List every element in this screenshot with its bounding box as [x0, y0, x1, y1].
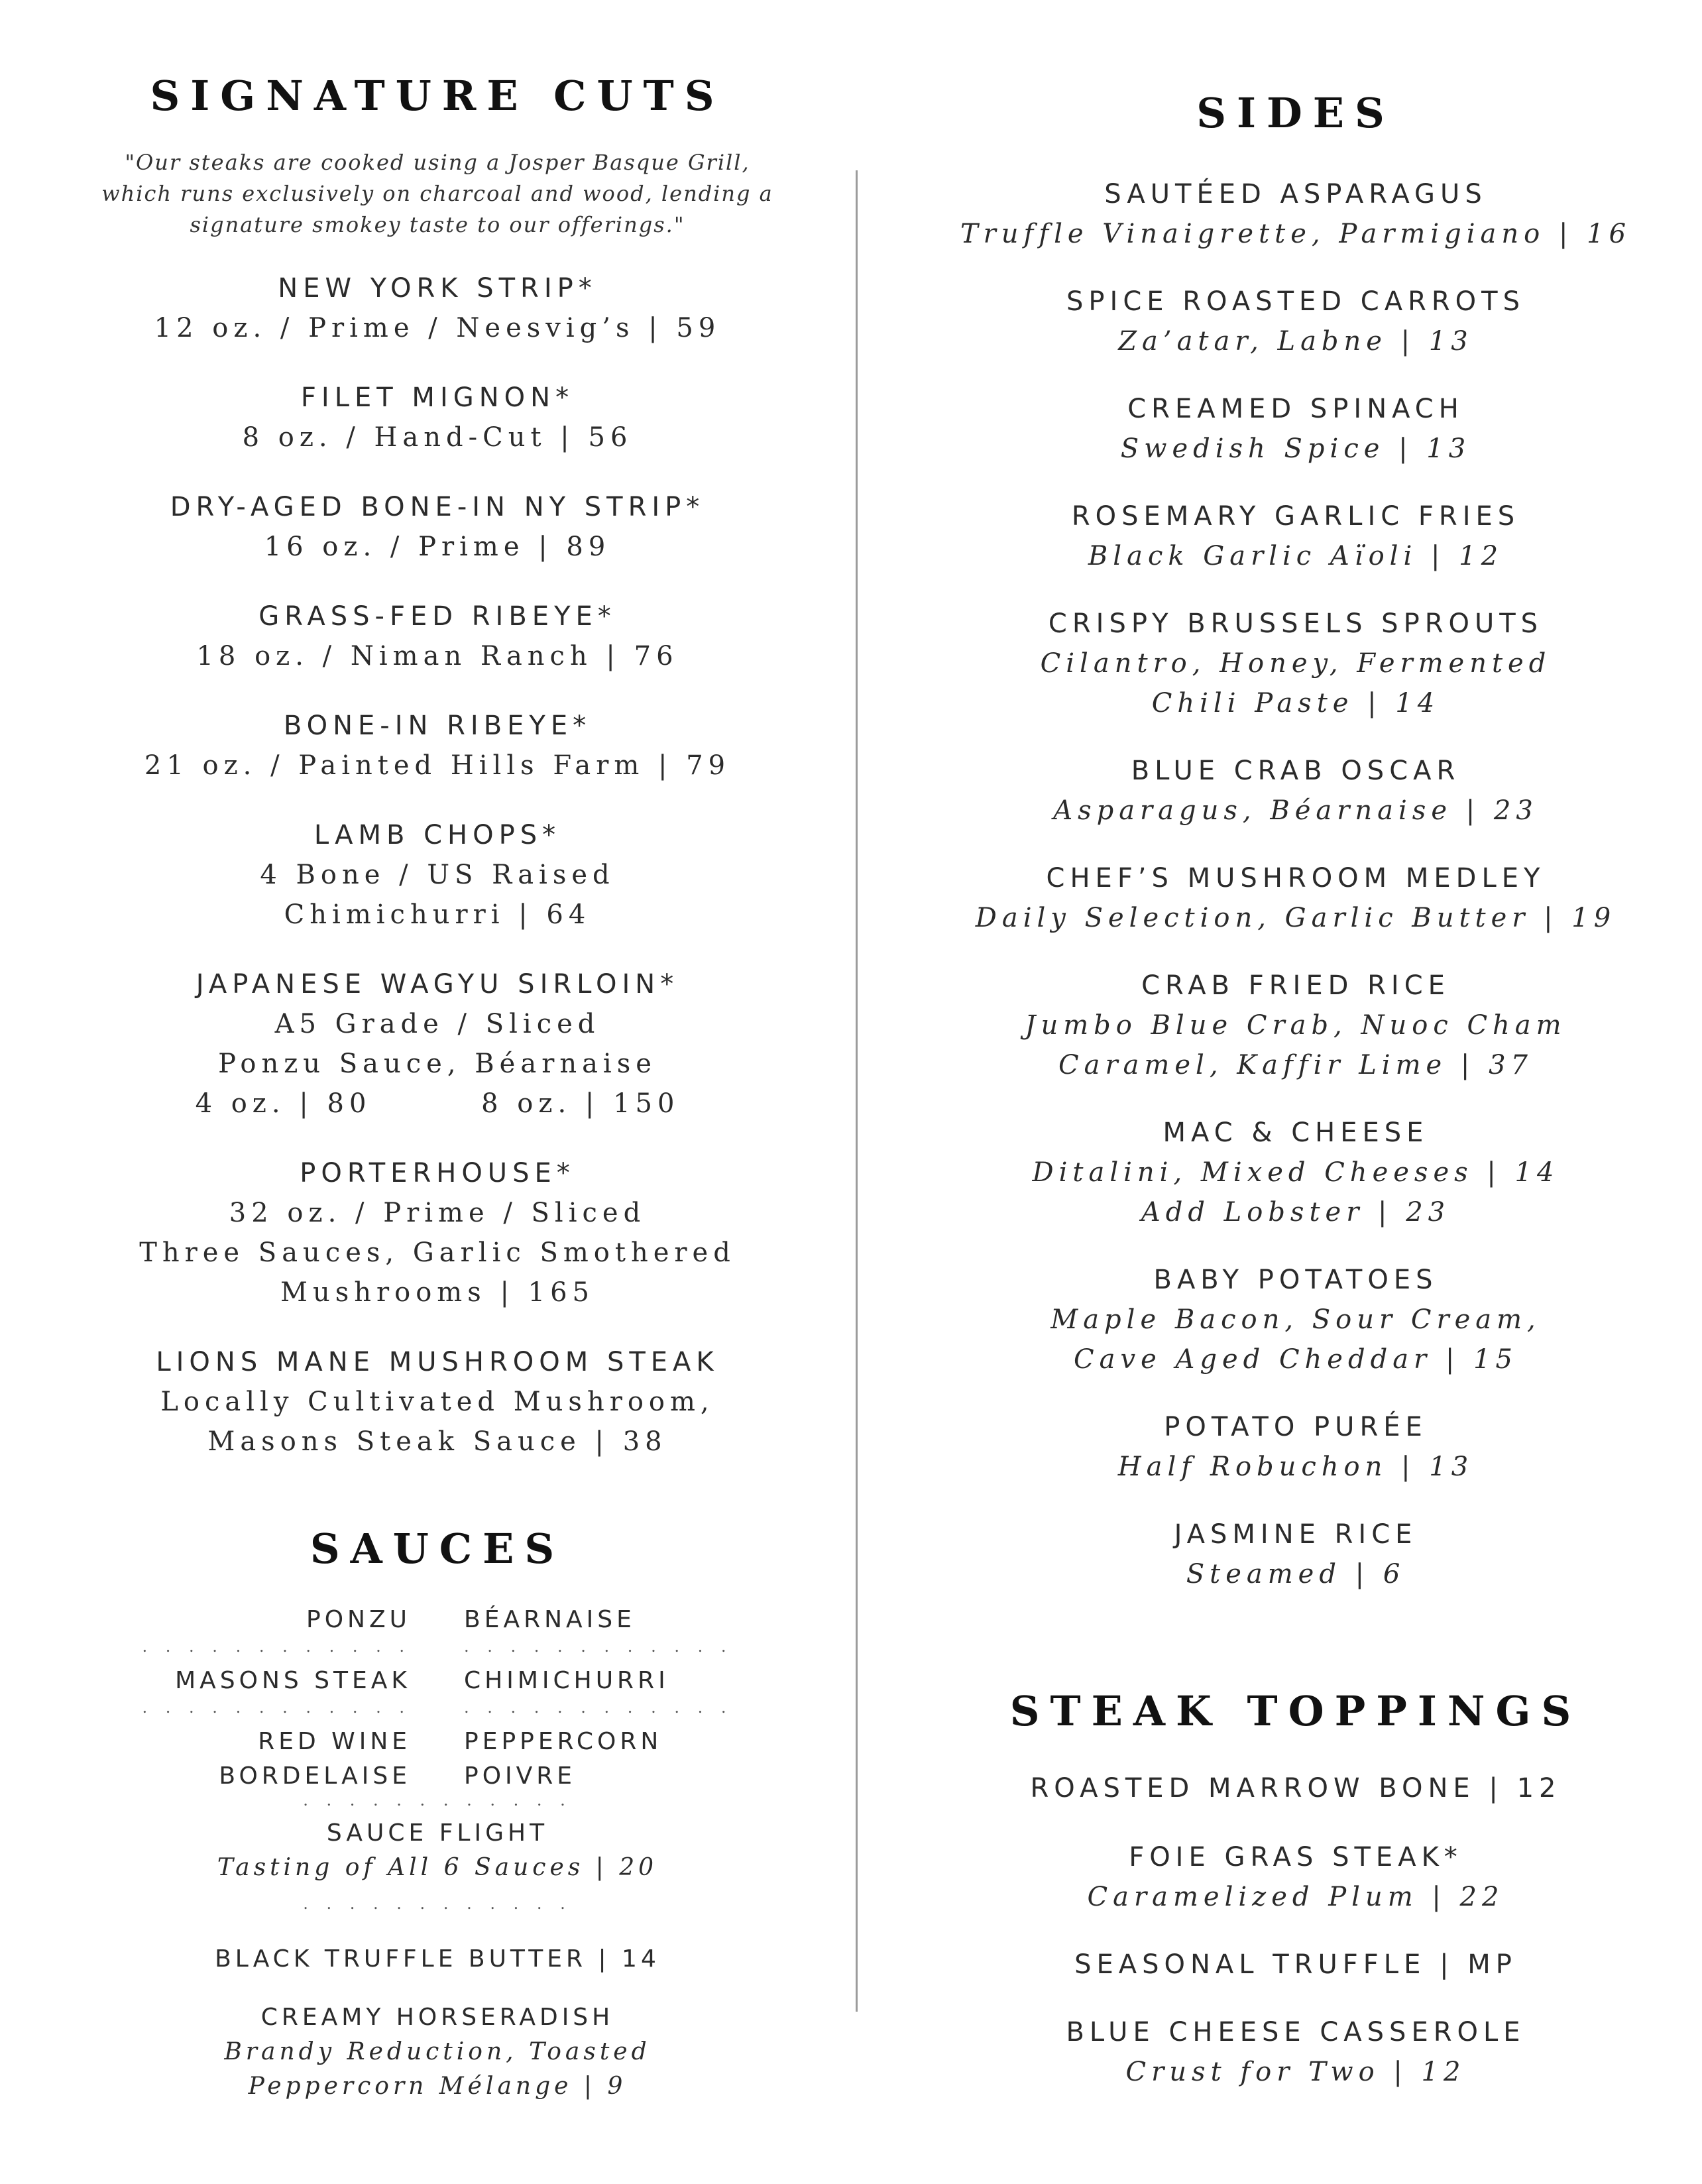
item-desc: Steamed | 6	[1186, 1559, 1406, 1589]
item-desc: Three Sauces, Garlic Smothered	[139, 1237, 736, 1268]
item-desc: Truffle Vinaigrette, Parmigiano | 16	[960, 219, 1632, 249]
menu-item-jasmine-rice	[954, 1515, 1637, 1594]
menu-item-baby-potatoes	[954, 1260, 1637, 1379]
item-desc: 18 oz. / Niman Ranch | 76	[196, 641, 679, 671]
item-name: POTATO PURÉE	[1164, 1412, 1428, 1442]
sauce-name-line: POIVRE	[464, 1762, 577, 1790]
menu-item-potato-puree	[954, 1407, 1637, 1487]
sauces-heading: SAUCES	[310, 1524, 565, 1573]
menu-item-roasted-marrow-bone	[954, 1768, 1637, 1808]
item-desc: Jumbo Blue Crab, Nuoc Cham	[1025, 1010, 1567, 1041]
item-name: CHEF’S MUSHROOM MEDLEY	[1046, 863, 1546, 893]
sauce-name	[464, 1725, 662, 1794]
item-name: CREAMED SPINACH	[1127, 394, 1464, 424]
grill-quote	[86, 147, 789, 241]
sauce-name: PONZU	[306, 1606, 411, 1633]
item-name: BLUE CRAB OSCAR	[1131, 756, 1461, 786]
item-name: ROASTED MARROW BONE | 12	[1030, 1773, 1561, 1804]
item-desc: Caramelized Plum | 22	[1087, 1882, 1504, 1912]
menu-item-seasonal-truffle	[954, 1945, 1637, 1984]
item-desc: Chili Paste | 14	[1151, 688, 1440, 718]
item-name: GRASS-FED RIBEYE*	[258, 601, 616, 632]
item-name: SAUTÉED ASPARAGUS	[1104, 179, 1487, 209]
menu-item-new-york-strip	[86, 268, 789, 348]
menu-item-black-truffle-butter	[86, 1942, 789, 1977]
item-name: CRISPY BRUSSELS SPROUTS	[1048, 608, 1544, 639]
item-desc: Peppercorn Mélange | 9	[248, 2073, 627, 2100]
sauce-row	[86, 1603, 789, 1662]
item-desc: Daily Selection, Garlic Butter | 19	[975, 903, 1617, 933]
sauce-name-line: RED WINE	[258, 1728, 411, 1755]
item-desc: 32 oz. / Prime / Sliced	[229, 1198, 646, 1228]
dot-leader: . . . . . . . . . . . .	[303, 1791, 572, 1810]
menu-item-lamb-chops	[86, 815, 789, 935]
dot-leader: . . . . . . . . . . . .	[142, 1698, 411, 1717]
item-desc: 4 oz. | 80 8 oz. | 150	[195, 1088, 680, 1119]
item-desc: Tasting of All 6 Sauces | 20	[217, 1854, 658, 1881]
menu-item-creamed-spinach	[954, 389, 1637, 469]
menu-item-blue-cheese-casserole	[954, 2012, 1637, 2092]
item-name: NEW YORK STRIP*	[278, 273, 597, 304]
item-name: LAMB CHOPS*	[313, 820, 561, 850]
menu-item-mac-and-cheese	[954, 1113, 1637, 1232]
menu-item-bone-in-ribeye	[86, 706, 789, 785]
item-name: SEASONAL TRUFFLE | MP	[1074, 1949, 1517, 1980]
menu-item-crispy-brussels-sprouts	[954, 604, 1637, 723]
item-desc: Locally Cultivated Mushroom,	[160, 1387, 714, 1417]
item-desc: A5 Grade / Sliced	[274, 1009, 600, 1039]
item-name: FOIE GRAS STEAK*	[1129, 1842, 1463, 1872]
item-desc: Add Lobster | 23	[1141, 1197, 1451, 1228]
item-desc: Ponzu Sauce, Béarnaise	[218, 1049, 657, 1079]
menu-item-filet-mignon	[86, 378, 789, 457]
menu-item-spice-roasted-carrots	[954, 282, 1637, 361]
item-name: BLACK TRUFFLE BUTTER | 14	[215, 1945, 660, 1973]
dot-leader: . . . . . . . . . . . .	[464, 1698, 733, 1717]
steak-toppings-heading: STEAK TOPPINGS	[1009, 1687, 1582, 1735]
menu-item-blue-crab-oscar	[954, 751, 1637, 831]
menu-item-porterhouse	[86, 1153, 789, 1312]
item-desc: Chimichurri | 64	[284, 899, 591, 930]
item-desc: Mushrooms | 165	[280, 1277, 595, 1308]
item-name: FILET MIGNON*	[300, 382, 575, 413]
menu-item-sauteed-asparagus	[954, 174, 1637, 254]
sauce-name: CHIMICHURRI	[464, 1667, 669, 1694]
item-name: JAPANESE WAGYU SIRLOIN*	[196, 969, 679, 1000]
item-desc: 21 oz. / Painted Hills Farm | 79	[144, 750, 731, 781]
dot-leader: . . . . . . . . . . . .	[142, 1637, 411, 1656]
menu-item-creamy-horseradish	[86, 2000, 789, 2104]
item-name: MAC & CHEESE	[1163, 1118, 1429, 1148]
item-name: SAUCE FLIGHT	[326, 1819, 549, 1847]
item-desc: Ditalini, Mixed Cheeses | 14	[1032, 1157, 1560, 1188]
item-desc: Crust for Two | 12	[1125, 2057, 1466, 2087]
quote-line: signature smokey taste to our offerings."	[190, 212, 685, 237]
menu-item-foie-gras-steak	[954, 1837, 1637, 1917]
item-desc: Cilantro, Honey, Fermented	[1040, 648, 1552, 679]
dot-leader: . . . . . . . . . . . .	[464, 1637, 733, 1656]
item-name: LIONS MANE MUSHROOM STEAK	[156, 1347, 719, 1377]
item-name: DRY-AGED BONE-IN NY STRIP*	[170, 492, 705, 522]
menu-item-grass-fed-ribeye	[86, 597, 789, 676]
item-desc: Cave Aged Cheddar | 15	[1074, 1344, 1518, 1375]
item-name: CRAB FRIED RICE	[1141, 970, 1450, 1001]
quote-line: which runs exclusively on charcoal and wood, lending a	[101, 181, 773, 206]
item-name: CREAMY HORSERADISH	[260, 2004, 614, 2031]
item-desc: 16 oz. / Prime | 89	[264, 532, 611, 562]
item-name: BABY POTATOES	[1153, 1265, 1438, 1295]
item-desc: Caramel, Kaffir Lime | 37	[1058, 1050, 1533, 1080]
sauce-row	[86, 1664, 789, 1723]
item-desc: Brandy Reduction, Toasted	[224, 2038, 651, 2065]
menu-item-rosemary-garlic-fries	[954, 496, 1637, 576]
sides-heading: SIDES	[1196, 89, 1395, 137]
item-desc: Half Robuchon | 13	[1117, 1452, 1474, 1482]
item-desc: Maple Bacon, Sour Cream,	[1050, 1304, 1541, 1335]
item-desc: 12 oz. / Prime / Neesvig’s | 59	[154, 313, 721, 343]
quote-line: "Our steaks are cooked using a Josper Basque Grill,	[125, 150, 750, 175]
menu-item-crab-fried-rice	[954, 966, 1637, 1085]
item-name: BONE-IN RIBEYE*	[283, 711, 592, 741]
item-desc: Masons Steak Sauce | 38	[207, 1426, 667, 1457]
menu-item-wagyu-sirloin	[86, 964, 789, 1123]
item-name: SPICE ROASTED CARROTS	[1066, 286, 1525, 317]
item-desc: Za’atar, Labne | 13	[1118, 326, 1473, 357]
item-desc: Black Garlic Aïoli | 12	[1088, 541, 1504, 571]
sauce-name: MASONS STEAK	[175, 1667, 411, 1694]
sauce-name-line: PEPPERCORN	[464, 1728, 663, 1755]
sauce-name: BÉARNAISE	[464, 1606, 636, 1633]
item-desc: Asparagus, Béarnaise | 23	[1053, 795, 1538, 826]
signature-cuts-heading: SIGNATURE CUTS	[150, 72, 725, 120]
sauce-flight	[86, 1816, 789, 1885]
item-desc: 8 oz. / Hand-Cut | 56	[242, 422, 633, 453]
dot-leader: . . . . . . . . . . . .	[303, 1894, 572, 1913]
menu-item-dry-aged-strip	[86, 487, 789, 567]
column-divider	[856, 170, 858, 2012]
item-name: BLUE CHEESE CASSEROLE	[1066, 2017, 1526, 2047]
sauce-row	[86, 1725, 789, 1790]
menu-item-mushroom-medley	[954, 858, 1637, 938]
item-desc: Swedish Spice | 13	[1120, 433, 1471, 464]
item-desc: 4 Bone / US Raised	[260, 860, 615, 890]
menu-item-lions-mane	[86, 1342, 789, 1462]
item-name: PORTERHOUSE*	[300, 1158, 575, 1188]
item-name: JASMINE RICE	[1174, 1519, 1418, 1550]
item-name: ROSEMARY GARLIC FRIES	[1071, 501, 1520, 532]
sauce-name	[219, 1725, 411, 1794]
sauce-name-line: BORDELAISE	[219, 1762, 411, 1790]
